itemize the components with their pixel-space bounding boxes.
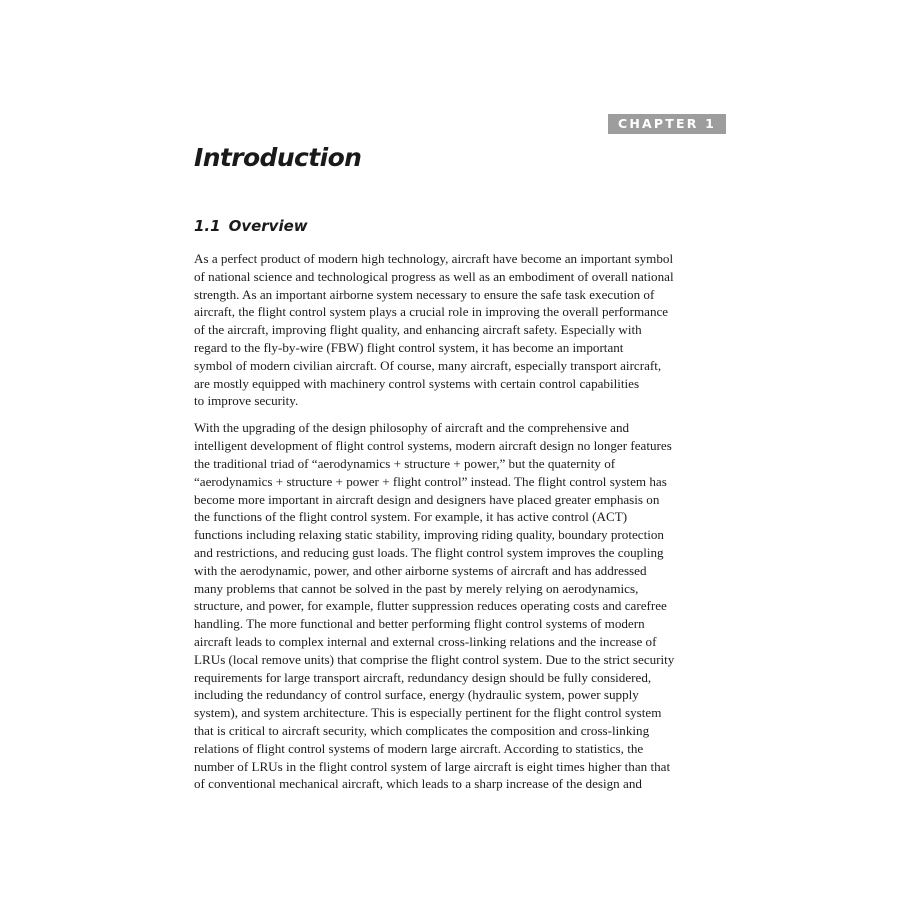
section-heading [194, 215, 308, 237]
text-line: LRUs (local remove units) that comprise the flight control system. Due to the strict security [194, 651, 675, 667]
text-line: become more important in aircraft design and designers have placed greater emphasis on [194, 491, 660, 507]
text-line: strength. As an important airborne system necessary to ensure the safe task execution of [194, 286, 655, 302]
text-line: symbol of modern civilian aircraft. Of course, many aircraft, especially transport aircraft, [194, 357, 662, 373]
text-line: handling. The more functional and better performing flight control systems of modern [194, 616, 645, 632]
text-line: intelligent development of flight control systems, modern aircraft design no longer features [194, 438, 672, 454]
text-line: aircraft, the flight control system plays a crucial role in improving the overall performance [194, 304, 669, 320]
text-line: many problems that cannot be solved in the past by merely relying on aerodynamics, [194, 580, 639, 596]
chapter-badge: CHAPTER 1 [608, 114, 726, 134]
text-line: of conventional mechanical aircraft, which leads to a sharp increase of the design and [194, 776, 642, 792]
body-text [194, 250, 739, 793]
text-line: to improve security. [194, 393, 299, 409]
text-line: With the upgrading of the design philosophy of aircraft and the comprehensive and [194, 420, 630, 436]
chapter-title: Introduction [194, 143, 362, 172]
paragraph-1 [194, 250, 739, 410]
text-line: the traditional triad of “aerodynamics + structure + power,” but the quaternity of [194, 455, 616, 471]
text-line: that is critical to aircraft security, which complicates the composition and cross-linking [194, 722, 650, 738]
section-title: Overview [228, 217, 308, 235]
text-line: and restrictions, and reducing gust loads. The flight control system improves the coupling [194, 544, 664, 560]
section-number: 1.1 [194, 217, 221, 235]
paragraph-2 [194, 419, 739, 793]
text-line: relations of flight control systems of modern large aircraft. According to statistics, the [194, 740, 644, 756]
text-line: the functions of the flight control system. For example, it has active control (ACT) [194, 509, 628, 525]
text-line: system), and system architecture. This is especially pertinent for the flight control system [194, 705, 662, 721]
text-line: of national science and technological progress as well as an embodiment of overall national [194, 268, 674, 284]
text-line: structure, and power, for example, flutter suppression reduces operating costs and carefree [194, 598, 667, 614]
text-line: aircraft leads to complex internal and external cross-linking relations and the increase of [194, 633, 657, 649]
text-line: requirements for large transport aircraft, redundancy design should be fully considered, [194, 669, 652, 685]
text-line: with the aerodynamic, power, and other airborne systems of aircraft and has addressed [194, 562, 647, 578]
text-line: regard to the fly-by-wire (FBW) flight control system, it has become an important [194, 339, 624, 355]
text-line: As a perfect product of modern high technology, aircraft have become an important symbol [194, 251, 674, 266]
text-line: are mostly equipped with machinery control systems with certain control capabilities [194, 375, 640, 391]
text-line: including the redundancy of control surface, energy (hydraulic system, power supply [194, 687, 639, 703]
text-line: functions including relaxing static stability, improving riding quality, boundary protection [194, 527, 664, 543]
text-line: of the aircraft, improving flight quality, and enhancing aircraft safety. Especially with [194, 322, 642, 338]
text-line: number of LRUs in the flight control system of large aircraft is eight times higher than that [194, 758, 671, 774]
text-line: “aerodynamics + structure + power + flight control” instead. The flight control system has [194, 473, 667, 489]
